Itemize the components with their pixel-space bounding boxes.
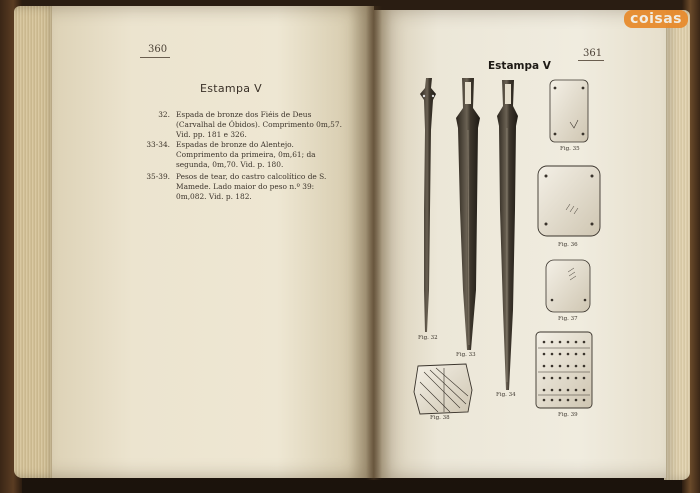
fig-caption-32: Fig. 32 (418, 335, 438, 341)
left-page (52, 6, 374, 478)
loom-weight-fig35 (550, 80, 588, 142)
fig-caption-39: Fig. 39 (558, 412, 578, 418)
entry-number: 35-39. (146, 172, 170, 181)
book-gutter-shadow (366, 6, 382, 480)
sword-fig34 (497, 80, 518, 390)
plate-illustration (374, 10, 666, 478)
sword-fig32 (420, 78, 436, 332)
loom-weight-fig37 (546, 260, 590, 312)
entry-text: Espada de bronze dos Fiéis de Deus (Carvalhal de Óbidos). Comprimento 0m,57. Vid. pp. 181 e 326. (176, 110, 342, 139)
fig-caption-37: Fig. 37 (558, 316, 578, 322)
plate-entry (140, 172, 340, 202)
fig-caption-33: Fig. 33 (456, 352, 476, 358)
entry-number: 33-34. (146, 140, 170, 149)
watermark-logo: coisas (624, 10, 688, 28)
entry-text: Pesos de tear, do castro calcolítico de S. Mamede. Lado maior do peso n.º 39: 0m,082. Vid. p. 182. (176, 172, 327, 201)
loom-weight-fig36 (538, 166, 600, 236)
plate-entry (140, 140, 340, 170)
loom-weight-fig39 (536, 332, 592, 408)
right-page-title: Estampa V (488, 60, 551, 72)
fig-caption-36: Fig. 36 (558, 242, 578, 248)
fig-caption-35: Fig. 35 (560, 146, 580, 152)
right-page-number: 361 (583, 48, 603, 59)
left-page-number: 360 (148, 44, 168, 55)
left-page-title: Estampa V (200, 82, 262, 95)
fig-caption-38: Fig. 38 (430, 415, 450, 421)
loom-weight-fig38 (414, 364, 472, 414)
left-page-rule (140, 57, 170, 58)
plate-entry (140, 110, 340, 140)
entry-number: 32. (158, 110, 170, 119)
entry-text: Espadas de bronze do Alentejo. Comprimento da primeira, 0m,61; da segunda, 0m,70. Vid. p. 180. (176, 140, 316, 169)
sword-fig33 (456, 78, 480, 350)
fig-caption-34: Fig. 34 (496, 392, 516, 398)
page-edges-right (664, 10, 690, 480)
